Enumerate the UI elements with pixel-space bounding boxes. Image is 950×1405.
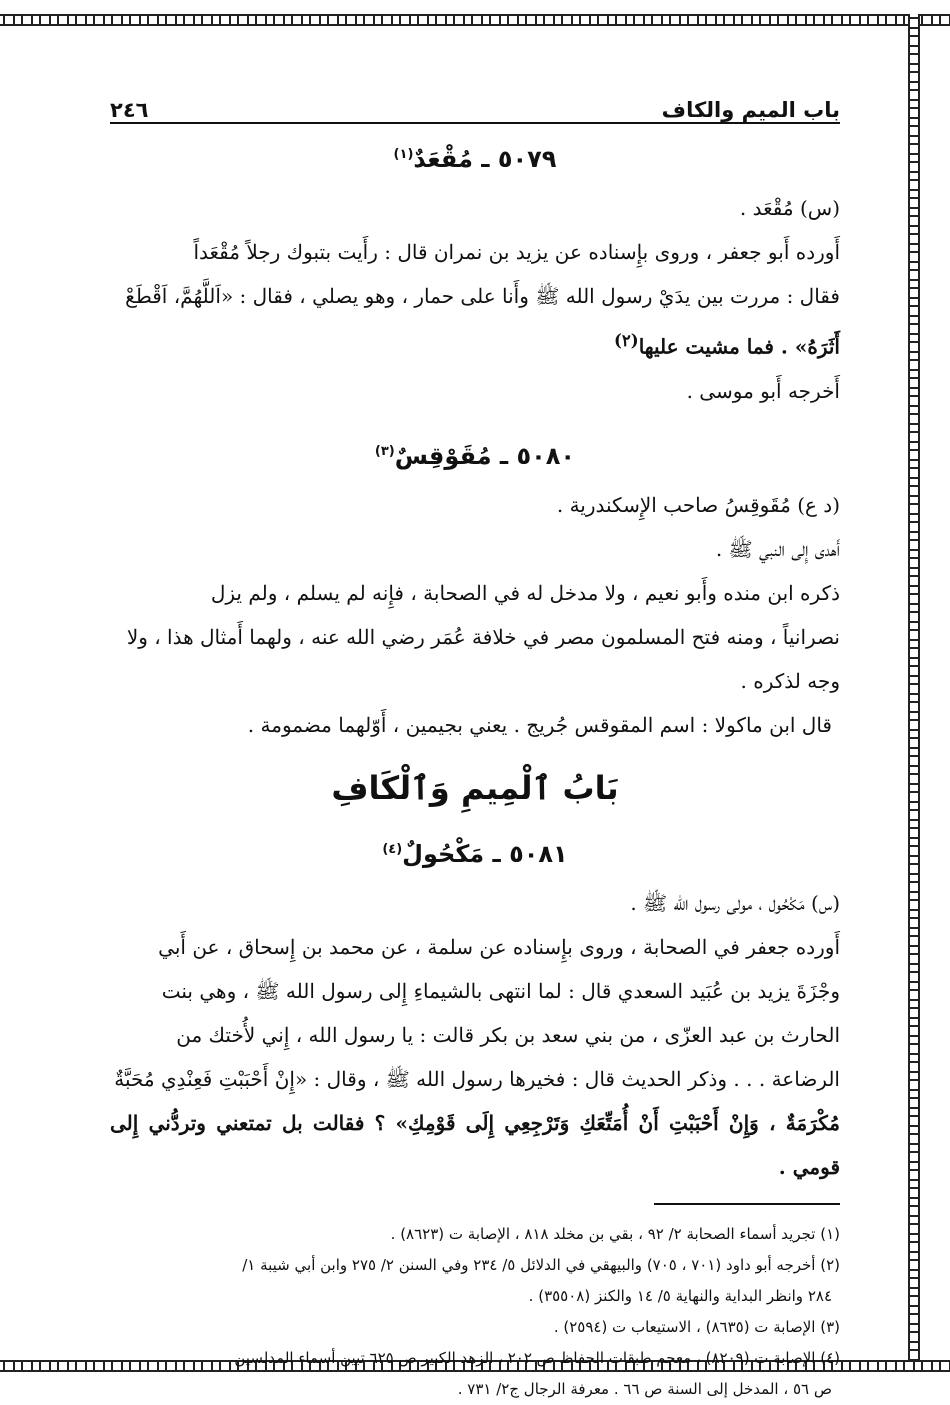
text-line: فقال : مررت بين يدَيْ رسول الله ﷺ وأَنا على حمار ، وهو يصلي ، فقال : «اَللَّهُمَّ، اَقْطَعْ (125, 284, 840, 308)
page-body (110, 86, 840, 1405)
text-line: أَخرجه أَبو موسى . (686, 378, 840, 403)
text-line: الحارث بن عبد العزّى ، من بني سعد بن بكر قالت : يا رسول الله ، إِني لأُختك من (176, 1022, 840, 1047)
entry-heading: ٥٠٨٠ ـ مُقَوْقِسٌ$^{(٣)}$ (374, 441, 576, 470)
text-line: أَورده جعفر في الصحابة ، وروى بإِسناده عن سلمة ، عن محمد بن إِسحاق ، عن أَبي (158, 934, 840, 959)
entry-heading: ٥٠٨١ ـ مَكْحُولٌ$^{(٤)}$ (382, 839, 568, 868)
footnote: (١) تجريد أسماء الصحابة ٢/ ٩٢ ، بقي بن مخلد ٨١٨ ، الإصابة ت (٨٦٢٣) . (390, 1224, 840, 1243)
section-title: باب الميم والكاف (661, 98, 840, 122)
text-line: (س) مُقْعَد . (739, 196, 840, 220)
footnote: (٣) الإصابة ت (٨٦٣٥) ، الاستيعاب ت (٢٥٩٤) . (553, 1317, 840, 1336)
text-line: وجه لذكره . (740, 668, 840, 693)
text-line: ذكره ابن منده وأَبو نعيم ، ولا مدخل له في الصحابة ، فإِنه لم يسلم ، ولم يزل (210, 580, 840, 605)
running-header (110, 86, 840, 124)
text-line: أَورده أَبو جعفر ، وروى بإِسناده عن يزيد بن نمران قال : رأَيت بتبوك رجلاً مُقْعَداً (193, 240, 840, 264)
footnote: (٢) أخرجه أبو داود (٧٠١ ، ٧٠٥) والبيهقي في الدلائل ٥/ ٢٣٤ وفي السنن ٢/ ٢٧٥ وابن أبي شيبة ١/ (242, 1255, 840, 1274)
text-line: الرضاعة . . . وذكر الحديث قال : فخيرها رسول الله ﷺ ، وقال : «إِنْ أَحْبَبْتِ فَعِنْدِي مُحَبَّةٌ (114, 1066, 840, 1091)
footnote: ص ٥٦ ، المدخل إلى السنة ص ٦٦ . معرفة الرجال ج٢/ ٧٣١ . (457, 1379, 832, 1398)
text-line: أَثَرَهُ» . فما مشيت عليها$^{(٢)}$ (613, 330, 840, 359)
ornamental-border-right (908, 14, 920, 1372)
footnote-divider (654, 1203, 840, 1205)
text-line: نصرانياً ، ومنه فتح المسلمون مصر في خلافة عُمَر رضي الله عنه ، ولهما أَمثال هذا ، ولا (126, 624, 840, 649)
footnote-ref: (٢) (613, 330, 639, 350)
page-number: ٢٤٦ (110, 98, 149, 122)
text-line: أَهدى إِلى النبي ﷺ . (715, 536, 840, 561)
footnote-ref: (٤) (382, 841, 403, 857)
text-line: قال ابن ماكولا : اسم المقوقس جُريج . يعني بجيمين ، أَوّلهما مضمومة . (247, 712, 832, 737)
text-line: مُكْرَمَةٌ ، وَإِنْ أَحْبَبْتِ أَنْ أُمَتِّعَكِ وَتَرْجِعِي إِلَى قَوْمِكِ» ؟ فقالت بل تمتعني وتردُّني إِلى قومي . (110, 1110, 840, 1179)
footnote-ref: (١) (393, 147, 414, 162)
text-line: وجْزَةَ يزيد بن عُبَيد السعدي قال : لما انتهى بالشيماءِ إِلى رسول الله ﷺ ، وهي بنت (161, 978, 840, 1003)
footnote: ٢٨٤ وانظر البداية والنهاية ٥/ ١٤ والكنز (٣٥٥٠٨) . (528, 1286, 832, 1305)
footnote-ref: (٣) (374, 443, 395, 459)
entry-heading: ٥٠٧٩ ـ مُقْعَدٌ$^{(١)}$ (393, 145, 557, 173)
ornamental-border-top (0, 14, 950, 26)
chapter-title: بَابُ ٱلْمِيمِ وَٱلْكَافِ (331, 768, 619, 807)
footnote: (٤) الإصابة ت (٨٢٠٩) ، معجم طبقات الحفاظ ص ٢٠٢ ، الزهد الكبير ص ٦٢٥ تبين أسماء المدلسين (234, 1348, 840, 1367)
text-line: (د ع) مُقَوقِسُ صاحب الإِسكندرية . (556, 492, 840, 517)
text-line: (س) مَكْحُول ، مولى رسول الله ﷺ . (630, 890, 840, 915)
